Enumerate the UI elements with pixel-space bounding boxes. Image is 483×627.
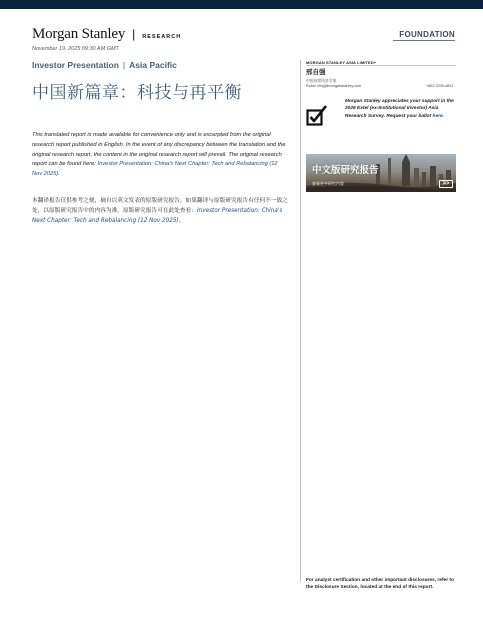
analyst-phone: +852 2239-6811 xyxy=(426,84,454,88)
original-report-link[interactable]: Investor Presentation: China's Next Chapter: Tech and Rebalancing (12 Nov 2025) xyxy=(32,161,278,178)
analyst-firm: MORGAN STANLEY ASIA LIMITED+ xyxy=(306,60,377,65)
banner-title: 中文版研究报告 xyxy=(312,165,379,176)
analyst-name: 邢自强 xyxy=(306,68,326,76)
banner-next-button[interactable] xyxy=(439,180,453,188)
publish-date: November 19, 2025 09:30 AM GMT xyxy=(32,46,119,52)
analyst-role: 中国首席经济学家 xyxy=(306,78,337,83)
brand-header xyxy=(32,26,181,43)
disclaimer-chinese-end: 。 xyxy=(178,218,185,225)
column-divider xyxy=(300,60,301,582)
analyst-divider xyxy=(306,65,456,66)
disclaimer-english-end: . xyxy=(58,171,60,178)
doc-type: Investor Presentation xyxy=(32,60,119,70)
doc-type-separator: | xyxy=(122,60,126,70)
top-bar xyxy=(0,0,483,9)
original-report-link-cn[interactable]: Investor Presentation: China's Next Chapter: Tech and Rebalancing (12 Nov 2025) xyxy=(32,208,283,225)
survey-end: . xyxy=(442,113,445,119)
doc-region: Asia Pacific xyxy=(129,60,177,70)
disclaimer-english xyxy=(32,131,288,180)
checkbox-pen-icon xyxy=(306,103,328,129)
survey-text: Morgan Stanley appreciates your support in the 2026 Extel (ex-Institutional Investor) Asia Research Survey. Request your ballot xyxy=(345,99,454,119)
disclaimer-chinese xyxy=(32,196,290,226)
foundation-label: FOUNDATION xyxy=(399,30,455,39)
disclosure-note: For analyst certification and other important disclosures, refer to the Disclosure Section, located at the end of this report. xyxy=(306,578,454,591)
brand-logo: Morgan Stanley xyxy=(32,26,126,42)
page-title: 中国新篇章：科技与再平衡 xyxy=(32,83,242,103)
survey-note xyxy=(345,98,457,120)
brand-separator: | xyxy=(132,27,136,41)
banner-subtitle: 查看更多研究内容 xyxy=(312,181,344,186)
disclaimer-english-text: This translated report is made available for convenience only and is excerpted from the original research report published in English. In the event of any discrepancy between the translation and the original research report, the content in the original research report will prevail. The original research report can be found here: xyxy=(32,132,286,168)
disclaimer-chinese-text: 本翻译报告仅供参考之便，摘自以英文发表的原版研究报告。如果翻译与原版研究报告有任何不一致之处，以原版研究报告中的内容为准。原版研究报告可在此处查看： xyxy=(32,198,288,215)
brand-division: RESEARCH xyxy=(142,34,182,40)
doc-type-line xyxy=(32,60,177,70)
ballot-link[interactable]: here xyxy=(432,113,443,119)
analyst-email[interactable]: Robin.Xing@morganstanley.com xyxy=(306,84,362,88)
foundation-divider xyxy=(393,40,455,41)
double-chevron-right-icon: >> xyxy=(442,181,450,187)
chinese-reports-banner[interactable] xyxy=(306,154,456,192)
